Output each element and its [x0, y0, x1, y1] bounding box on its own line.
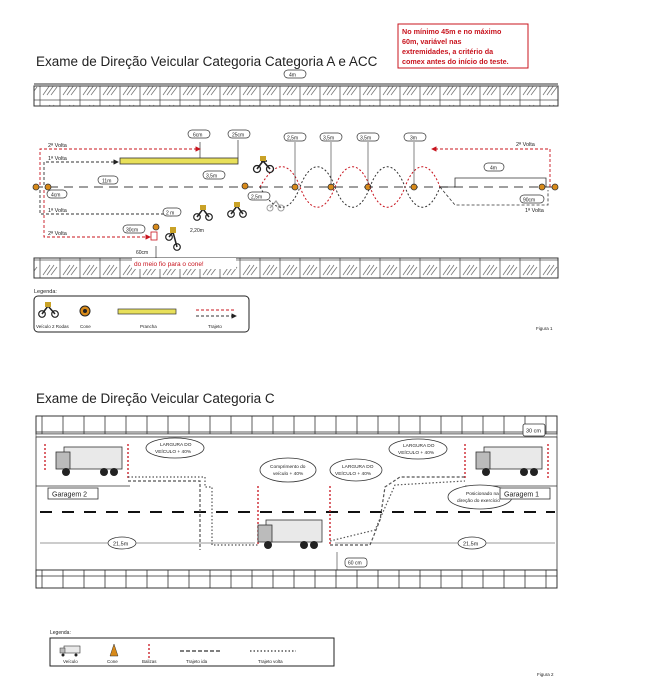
largura-right-1: LARGURA DO	[403, 444, 435, 449]
left-start-label: 4cm	[51, 192, 61, 199]
motorcycle-icon	[194, 205, 213, 220]
note-box	[398, 24, 528, 68]
plank-width-label: 25cm	[232, 132, 245, 139]
legend1-item-1: Cone	[80, 324, 91, 329]
comprimento-2: veículo + 40%	[273, 472, 304, 477]
legend2-item-0: Veículo	[63, 659, 78, 664]
legend2-item-2: Balizas	[142, 659, 157, 664]
dist-2-20-label: 2,20m	[190, 228, 204, 234]
plank-length-label: 6cm	[193, 132, 203, 139]
right-4m-label: 4m	[490, 165, 497, 172]
volta1-left-bottom: 1ª Volta	[48, 208, 67, 214]
bottom-60cm-label: 60cm	[136, 250, 149, 256]
garagem-1-label: Garagem 1	[504, 491, 540, 499]
dist-right-label: 21,5m	[463, 541, 479, 548]
diagram-1	[33, 24, 558, 332]
legend1-item-0: Veículo 2 Rodas	[36, 324, 69, 329]
left-30cm-label: 30cm	[126, 227, 139, 234]
motorcycle-icon	[228, 202, 247, 217]
legend-1	[34, 289, 249, 332]
figure-1-label: Figura 1	[536, 326, 553, 331]
figure-2-label: Figura 2	[537, 672, 554, 677]
motorcycle-icon	[254, 156, 274, 173]
volta1-right: 1ª Volta	[525, 208, 544, 214]
note-line-4: comex antes do início do teste.	[402, 57, 509, 66]
dist-2-5-label: 2,5m	[251, 194, 263, 201]
bottom-sidewalk	[34, 258, 558, 278]
diagram2-title: Exame de Direção Veicular Categoria C	[36, 391, 275, 406]
largura-center-1: LARGURA DO	[342, 465, 374, 470]
legend2-title: Legenda:	[50, 630, 71, 636]
note-line-1: No mínimo 45m e no máximo	[402, 27, 502, 36]
center-dist-label: 11m	[102, 178, 112, 185]
diagram-2	[36, 391, 557, 677]
top-width-label: 4m	[289, 72, 296, 79]
plank	[120, 158, 238, 164]
volta1-left-top: 1ª Volta	[48, 156, 67, 162]
legend2-item-4: Trajeto volta	[258, 659, 283, 664]
volta2-right: 2ª Volta	[516, 142, 535, 148]
legend1-item-2: Prancha	[140, 324, 157, 329]
top-sidewalk	[34, 86, 558, 106]
largura-center-2: VEÍCULO + 40%	[335, 472, 372, 477]
motorcycle-icon	[267, 201, 284, 211]
right-90cm-label: 90cm	[523, 197, 536, 204]
volta2-left-top: 2ª Volta	[48, 143, 67, 149]
legend2-item-1: Cone	[107, 659, 118, 664]
red-note: do meio fio para o cone!	[134, 261, 204, 268]
comprimento-1: Comprimento do	[270, 465, 306, 470]
legend1-item-3: Trajeto	[208, 324, 222, 329]
note-line-2: 60m, variável nas	[402, 37, 462, 46]
dist-left-label: 21,5m	[113, 541, 129, 548]
legend-2	[50, 630, 334, 666]
posicionado-1: Posicionado na	[466, 492, 499, 497]
cone-dist-1: 2,5m	[287, 135, 299, 142]
volta2-left-bottom: 2ª Volta	[48, 231, 67, 237]
dist-2m-label: 2 m	[166, 210, 175, 217]
bottom-60cm-label-2: 60 cm	[348, 560, 362, 567]
motorcycle-icon	[166, 227, 181, 250]
note-line-3: extremidades, a critério da	[402, 47, 494, 56]
cones-center	[33, 183, 558, 230]
cone-dist-4: 3m	[410, 135, 417, 142]
garagem-2-label: Garagem 2	[52, 491, 88, 499]
bottom-curb	[36, 570, 557, 588]
top-curb	[36, 416, 557, 434]
largura-left-1: LARGURA DO	[160, 443, 192, 448]
legend2-item-3: Trajeto ida	[186, 659, 208, 664]
largura-right-2: VEÍCULO + 40%	[398, 451, 435, 456]
cone-dist-2: 3,5m	[323, 135, 335, 142]
posicionado-2: direção do exercício	[457, 499, 500, 504]
cone-dist-3: 3,5m	[360, 135, 372, 142]
diagram1-title: Exame de Direção Veicular Categoria Categoria A e ACC	[36, 54, 378, 69]
top-30cm-label: 30 cm	[526, 428, 541, 435]
plank-icon	[118, 309, 176, 314]
largura-left-2: VEÍCULO + 40%	[155, 450, 192, 455]
legend1-title: Legenda:	[34, 289, 57, 295]
dist-3-5-label: 3,5m	[206, 173, 218, 180]
